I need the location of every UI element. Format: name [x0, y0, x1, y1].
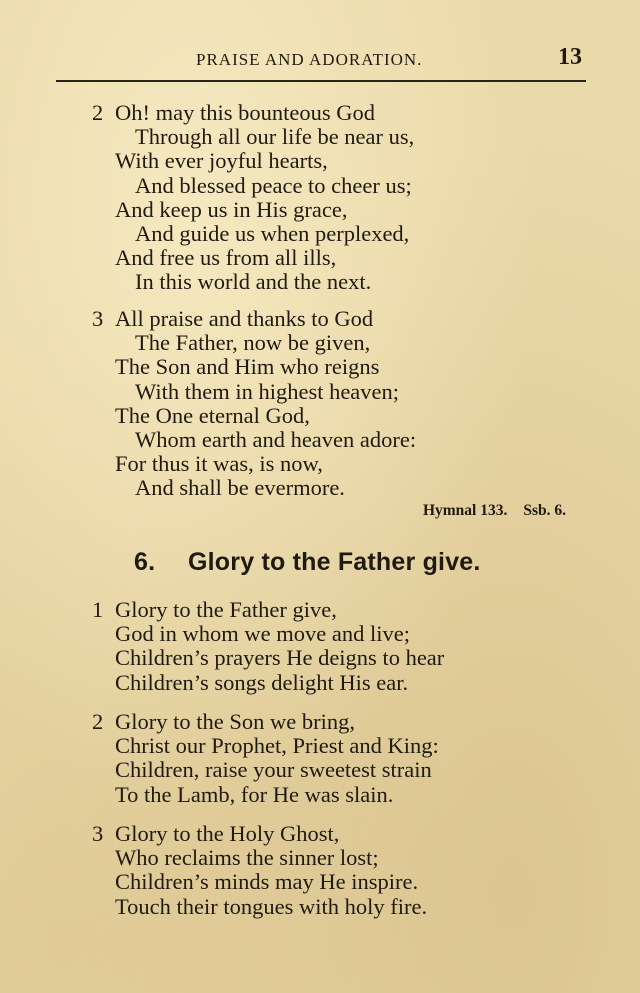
verse-line: To the Lamb, for He was slain. — [115, 781, 394, 807]
verse-line: Through all our life be near us, — [135, 124, 415, 150]
hymn-stanza-3 — [92, 822, 572, 919]
stanza-number: 1 — [92, 597, 104, 622]
verse-line: And keep us in His grace, — [115, 196, 348, 222]
verse-line: Christ our Prophet, Priest and King: — [115, 733, 439, 759]
prev-hymn-stanza-3 — [92, 307, 572, 501]
verse-line: In this world and the next. — [135, 269, 372, 295]
verse-line: Whom earth and heaven adore: — [135, 427, 417, 453]
verse-line: 1 Glory to the Father give, — [92, 597, 337, 622]
verse-line: 3 All praise and thanks to God — [92, 306, 374, 331]
verse-line: With them in highest heaven; — [135, 378, 400, 404]
hymn-heading — [134, 548, 481, 577]
hymnal-reference: Hymnal 133. — [422, 502, 508, 519]
hymn-number: 6. — [134, 548, 156, 576]
verse-line: And free us from all ills, — [115, 245, 337, 271]
verse-line: Touch their tongues with holy fire. — [115, 893, 428, 919]
verse-line: With ever joyful hearts, — [115, 148, 328, 174]
page-header — [56, 44, 586, 82]
verse-line: And guide us when perplexed, — [135, 221, 410, 247]
verse-line: 3 Glory to the Holy Ghost, — [92, 821, 340, 846]
verse-line: And blessed peace to cheer us; — [135, 172, 412, 198]
tune-reference — [423, 502, 566, 520]
stanza-number: 3 — [92, 821, 104, 846]
verse-line: Children’s prayers He deigns to hear — [115, 645, 445, 671]
verse-line: The Son and Him who reigns — [115, 354, 380, 380]
stanza-number: 2 — [92, 100, 104, 125]
verse-line: Children’s minds may He inspire. — [115, 869, 419, 895]
hymn-stanza-1 — [92, 598, 572, 695]
hymn-stanza-2 — [92, 710, 572, 807]
verse-line: God in whom we move and live; — [115, 621, 410, 647]
verse-line: 2 Oh! may this bounteous God — [92, 100, 375, 125]
verse-line: And shall be evermore. — [135, 475, 345, 501]
verse-line: 2 Glory to the Son we bring, — [92, 709, 355, 734]
hymn-title: Glory to the Father give. — [188, 548, 481, 576]
verse-line: For thus it was, is now, — [115, 451, 323, 477]
prev-hymn-stanza-2 — [92, 101, 572, 295]
page-number: 13 — [558, 44, 582, 70]
verse-line: Children’s songs delight His ear. — [115, 669, 409, 695]
stanza-number: 3 — [92, 306, 104, 331]
sbook-reference: Ssb. 6. — [523, 502, 566, 519]
stanza-number: 2 — [92, 709, 104, 734]
verse-line: The One eternal God, — [115, 402, 310, 428]
verse-line: Who reclaims the sinner lost; — [115, 845, 379, 871]
running-title: PRAISE AND ADORATION. — [196, 50, 423, 69]
verse-line: The Father, now be given, — [135, 330, 371, 356]
verse-line: Children, raise your sweetest strain — [115, 757, 432, 783]
